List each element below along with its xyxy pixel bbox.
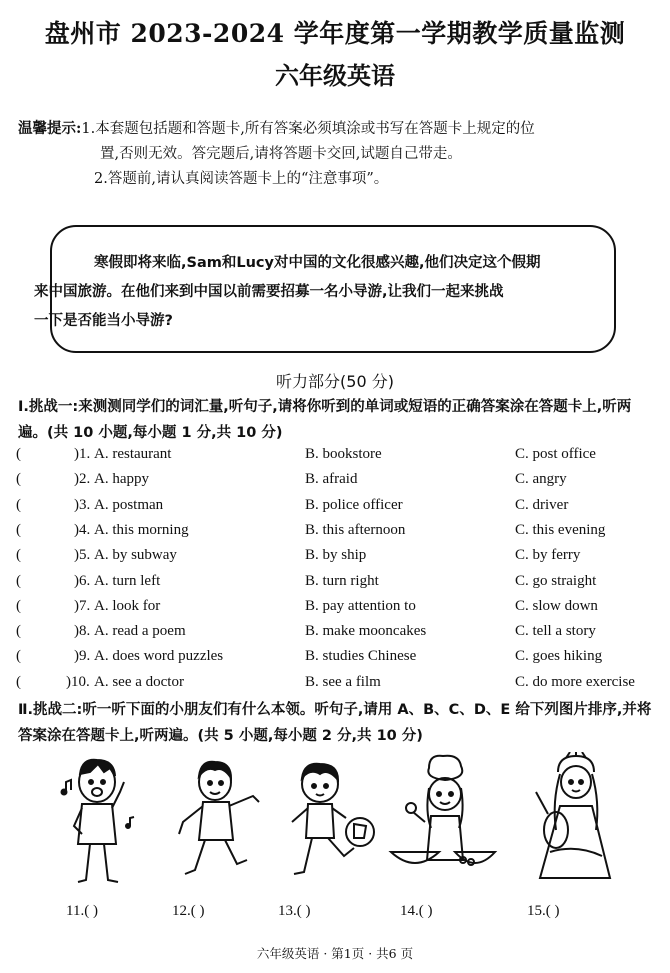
option-a: A. look for xyxy=(94,597,161,614)
option-b: B. see a film xyxy=(305,673,381,690)
option-b: B. pay attention to xyxy=(305,597,416,614)
question-row xyxy=(16,522,666,547)
option-a: A. by subway xyxy=(94,547,177,564)
option-c: C. do more exercise xyxy=(515,673,635,690)
question-row xyxy=(16,623,666,648)
option-b: B. by ship xyxy=(305,547,367,564)
answer-bracket-open[interactable]: ( xyxy=(16,471,21,488)
story-text: 寒假即将来临,Sam和Lucy对中国的文化很感兴趣,他们决定这个假期 来中国旅游。在他们来到中国以前需要招募一名小导游,让我们一起来挑战 一下是否能当小导游? xyxy=(34,255,541,329)
answer-bracket-open[interactable]: ( xyxy=(16,623,21,640)
option-a: A. turn left xyxy=(94,572,161,589)
question-row xyxy=(16,573,666,598)
question-number: )1. xyxy=(74,446,91,462)
option-c: C. by ferry xyxy=(515,547,581,564)
football-boy-picture xyxy=(282,752,382,892)
exam-title: 盘州市 2023-2024 学年度第一学期教学质量监测 xyxy=(44,19,626,48)
answer-bracket-open[interactable]: ( xyxy=(16,597,21,614)
dancing-boy-picture xyxy=(175,752,265,892)
part1-instruction: Ⅰ.挑战一:来测测同学们的词汇量,听句子,请将你听到的单词或短语的正确答案涂在答题卡上,听两遍。(共 10 小题,每小题 1 分,共 10 分) xyxy=(18,399,632,441)
answer-bracket-open[interactable]: ( xyxy=(16,572,21,589)
answer-bracket-open[interactable]: ( xyxy=(16,496,21,513)
option-b: B. studies Chinese xyxy=(305,648,417,665)
picture-label-12: 12.( ) xyxy=(172,903,205,919)
question-number: )9. xyxy=(74,648,91,665)
option-b: B. turn right xyxy=(305,572,379,589)
option-c: C. this evening xyxy=(515,521,606,538)
question-row xyxy=(16,471,666,496)
question-number: )8. xyxy=(74,623,91,640)
tips-line-1: 1.本套题包括题和答题卡,所有答案必须填涂或书写在答题卡上规定的位 xyxy=(81,121,535,137)
page-footer: 六年级英语 · 第1页 · 共6 页 xyxy=(256,946,414,961)
exam-subtitle: 六年级英语 xyxy=(275,61,395,90)
option-a: A. does word puzzles xyxy=(94,648,224,665)
question-number: )4. xyxy=(74,521,91,538)
option-b: B. police officer xyxy=(305,496,403,513)
question-row xyxy=(16,598,666,623)
picture-label-15: 15.( ) xyxy=(527,903,560,919)
option-b: B. afraid xyxy=(305,471,358,488)
option-c: C. tell a story xyxy=(515,623,596,640)
tips-block xyxy=(18,116,535,192)
tips-line-2: 置,否则无效。答完题后,请将答题卡交回,试题自己带走。 xyxy=(100,146,462,162)
option-c: C. slow down xyxy=(515,597,598,614)
question-number: )2. xyxy=(74,471,91,488)
option-c: C. go straight xyxy=(515,572,597,589)
question-number: )10. xyxy=(66,673,90,690)
option-c: C. driver xyxy=(515,496,569,513)
answer-bracket-open[interactable]: ( xyxy=(16,446,21,462)
story-box xyxy=(34,225,616,353)
picture-label-14: 14.( ) xyxy=(400,903,433,919)
question-row xyxy=(16,446,666,471)
option-b: B. this afternoon xyxy=(305,521,406,538)
option-a: A. restaurant xyxy=(94,446,172,462)
question-row xyxy=(16,674,666,699)
pipa-girl-picture xyxy=(530,752,620,892)
option-c: C. goes hiking xyxy=(515,648,603,665)
option-a: A. see a doctor xyxy=(94,673,184,690)
question-row xyxy=(16,648,666,673)
question-row xyxy=(16,547,666,572)
answer-bracket-open[interactable]: ( xyxy=(16,648,21,665)
question-number: )6. xyxy=(74,572,91,589)
answer-bracket-open[interactable]: ( xyxy=(16,547,21,564)
tips-label: 温馨提示: xyxy=(18,120,82,137)
option-c: C. post office xyxy=(515,446,596,462)
option-a: A. happy xyxy=(94,471,149,488)
tips-line-3: 2.答题前,请认真阅读答题卡上的“注意事项”。 xyxy=(94,171,389,187)
answer-bracket-open[interactable]: ( xyxy=(16,673,21,690)
part2-instruction: Ⅱ.挑战二:听一听下面的小朋友们有什么本领。听句子,请用 A、B、C、D、E 给下列图片排序,并将答案涂在答题卡上,听两遍。(共 5 小题,每小题 2 分,共 10 分) xyxy=(18,702,652,744)
option-a: A. this morning xyxy=(94,521,189,538)
question-number: )3. xyxy=(74,496,91,513)
question-number: )5. xyxy=(74,547,91,564)
option-b: B. bookstore xyxy=(305,446,382,462)
option-a: A. read a poem xyxy=(94,623,186,640)
listening-section-title: 听力部分(50 分) xyxy=(276,372,394,391)
cooking-girl-picture xyxy=(385,752,505,892)
option-a: A. postman xyxy=(94,496,164,513)
singing-boy-picture xyxy=(52,752,142,892)
question-row xyxy=(16,497,666,522)
option-c: C. angry xyxy=(515,471,567,488)
picture-label-13: 13.( ) xyxy=(278,903,311,919)
answer-bracket-open[interactable]: ( xyxy=(16,521,21,538)
picture-label-11: 11.( ) xyxy=(66,903,98,919)
option-b: B. make mooncakes xyxy=(305,623,427,640)
question-number: )7. xyxy=(74,597,91,614)
